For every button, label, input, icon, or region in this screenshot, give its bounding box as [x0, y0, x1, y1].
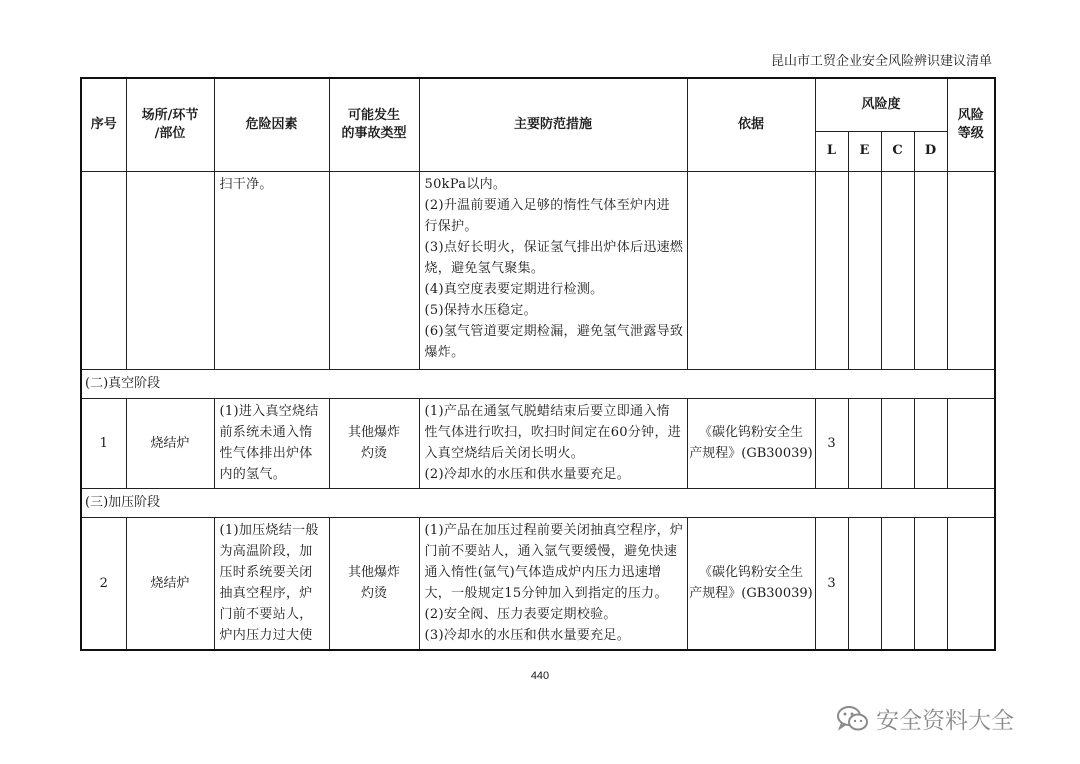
header-hazard: 危险因素 — [214, 78, 329, 171]
header-E: E — [848, 131, 881, 171]
header-risk-level: 风险 等级 — [947, 78, 995, 171]
cell-accident — [329, 171, 419, 369]
cell-basis — [687, 171, 815, 369]
risk-identification-table — [80, 77, 996, 651]
cell-seq — [81, 171, 126, 369]
cell-hazard: (1)加压烧结一般 为高温阶段，加 压时系统要关闭 抽真空程序，炉 门前不要站人， 炉内压力过大使 — [214, 517, 329, 650]
cell-accident: 其他爆炸 灼烫 — [329, 398, 419, 488]
header-basis: 依据 — [687, 78, 815, 171]
table-row — [81, 517, 995, 650]
section-row — [81, 369, 995, 398]
cell-seq: 1 — [81, 398, 126, 488]
section-title-pressure: (三)加压阶段 — [81, 488, 995, 517]
header-risk-degree: 风险度 — [815, 78, 947, 131]
section-title-vacuum: (二)真空阶段 — [81, 369, 995, 398]
cell-hazard: 扫干净。 — [214, 171, 329, 369]
section-row — [81, 488, 995, 517]
wechat-icon — [836, 704, 870, 734]
watermark — [836, 702, 1014, 735]
cell-measures: (1)产品在加压过程前要关闭抽真空程序，炉 门前不要站人，通入氩气要缓慢，避免快速 通入惰性(氩气)气体造成炉内压力迅速增 大，一般规定15分钟加入到指定的压力。 (2)安全阀、压力表要定期校验。 (3)冷却水的水压和供水量要充足。 — [419, 517, 687, 650]
cell-place: 烧结炉 — [126, 398, 214, 488]
header-row-top — [81, 78, 995, 131]
cell-measures: (1)产品在通氢气脱蜡结束后要立即通入惰 性气体进行吹扫，吹扫时间定在60分钟，进 入真空烧结后关闭长明火。 (2)冷却水的水压和供水量要充足。 — [419, 398, 687, 488]
table-row — [81, 171, 995, 369]
header-accident-type: 可能发生 的事故类型 — [329, 78, 419, 171]
cell-L: 3 — [815, 517, 848, 650]
header-measures: 主要防范措施 — [419, 78, 687, 171]
cell-L: 3 — [815, 398, 848, 488]
cell-basis: 《碳化钨粉安全生 产规程》(GB30039) — [687, 398, 815, 488]
header-place: 场所/环节 /部位 — [126, 78, 214, 171]
document-title: 昆山市工贸企业安全风险辨识建议清单 — [770, 54, 992, 69]
page-number: 440 — [530, 670, 550, 682]
header-seq: 序号 — [81, 78, 126, 171]
cell-hazard: (1)进入真空烧结 前系统未通入惰 性气体排出炉体 内的氢气。 — [214, 398, 329, 488]
cell-accident: 其他爆炸 灼烫 — [329, 517, 419, 650]
cell-basis: 《碳化钨粉安全生 产规程》(GB30039) — [687, 517, 815, 650]
header-D: D — [914, 131, 947, 171]
cell-place: 烧结炉 — [126, 517, 214, 650]
cell-place — [126, 171, 214, 369]
watermark-text: 安全资料大全 — [876, 708, 1014, 734]
table-row — [81, 398, 995, 488]
cell-seq: 2 — [81, 517, 126, 650]
header-L: L — [815, 131, 848, 171]
header-C: C — [881, 131, 914, 171]
cell-measures: 50kPa以内。 (2)升温前要通入足够的惰性气体至炉内进 行保护。 (3)点好长明火，保证氢气排出炉体后迅速燃 烧，避免氢气聚集。 (4)真空度表要定期进行检测。 (5)保持水压稳定。 (6)氢气管道要定期检漏，避免氢气泄露导致 爆炸。 — [419, 171, 687, 369]
